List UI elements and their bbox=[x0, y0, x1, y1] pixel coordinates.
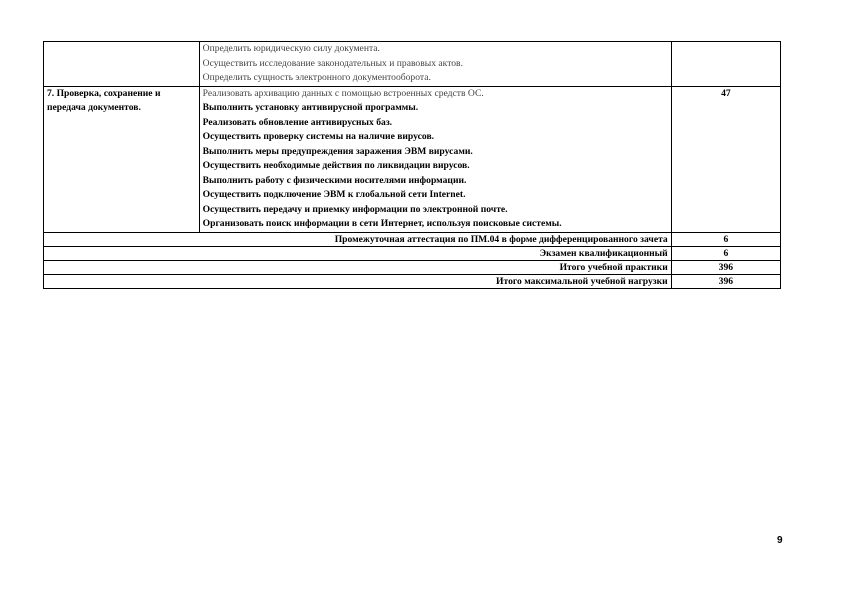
summary-hours: 396 bbox=[671, 274, 780, 288]
summary-label: Экзамен квалификационный bbox=[44, 246, 672, 260]
summary-hours: 6 bbox=[671, 246, 780, 260]
section-title: 7. Проверка, сохранение и bbox=[47, 87, 161, 99]
summary-row bbox=[44, 274, 781, 288]
section-title: передача документов. bbox=[47, 102, 141, 113]
task-item: Осуществить необходимые действия по ликвидации вирусов. bbox=[202, 160, 470, 171]
tasks-cell bbox=[199, 86, 671, 232]
task-item: Определить сущность электронного документооборота. bbox=[202, 72, 431, 83]
summary-row bbox=[44, 260, 781, 274]
task-item: Выполнить работу с физическими носителями информации. bbox=[202, 174, 467, 186]
summary-hours: 396 bbox=[671, 260, 780, 274]
practice-table bbox=[43, 41, 781, 289]
task-item: Определить юридическую силу документа. bbox=[202, 43, 380, 54]
summary-label: Промежуточная аттестация по ПМ.04 в форме дифференцированного зачета bbox=[44, 232, 672, 246]
task-item: Выполнить меры предупреждения заражения ЭВМ вирусами. bbox=[202, 145, 473, 157]
section-cell bbox=[44, 42, 200, 87]
task-item: Осуществить передачу и приемку информации по электронной почте. bbox=[202, 203, 508, 215]
summary-label: Итого учебной практики bbox=[44, 260, 672, 274]
summary-row bbox=[44, 232, 781, 246]
task-item: Осуществить исследование законодательных и правовых актов. bbox=[202, 57, 463, 69]
task-item: Осуществить подключение ЭВМ к глобальной сети Internet. bbox=[202, 189, 466, 200]
task-item: Выполнить установку антивирусной программы. bbox=[202, 102, 419, 113]
hours-cell: 47 bbox=[671, 86, 780, 232]
summary-hours: 6 bbox=[671, 232, 780, 246]
table-row bbox=[44, 42, 781, 87]
tasks-cell bbox=[199, 42, 671, 87]
summary-label: Итого максимальной учебной нагрузки bbox=[44, 274, 672, 288]
task-item: Реализовать архивацию данных с помощью встроенных средств ОС. bbox=[202, 87, 484, 99]
page-number: 9 bbox=[777, 535, 783, 546]
table-row bbox=[44, 86, 781, 232]
hours-cell bbox=[671, 42, 780, 87]
task-item: Организовать поиск информации в сети Интернет, используя поисковые системы. bbox=[202, 218, 562, 229]
task-item: Осуществить проверку системы на наличие вирусов. bbox=[202, 131, 435, 142]
task-item: Реализовать обновление антивирусных баз. bbox=[202, 116, 393, 128]
summary-row bbox=[44, 246, 781, 260]
section-cell bbox=[44, 86, 200, 232]
